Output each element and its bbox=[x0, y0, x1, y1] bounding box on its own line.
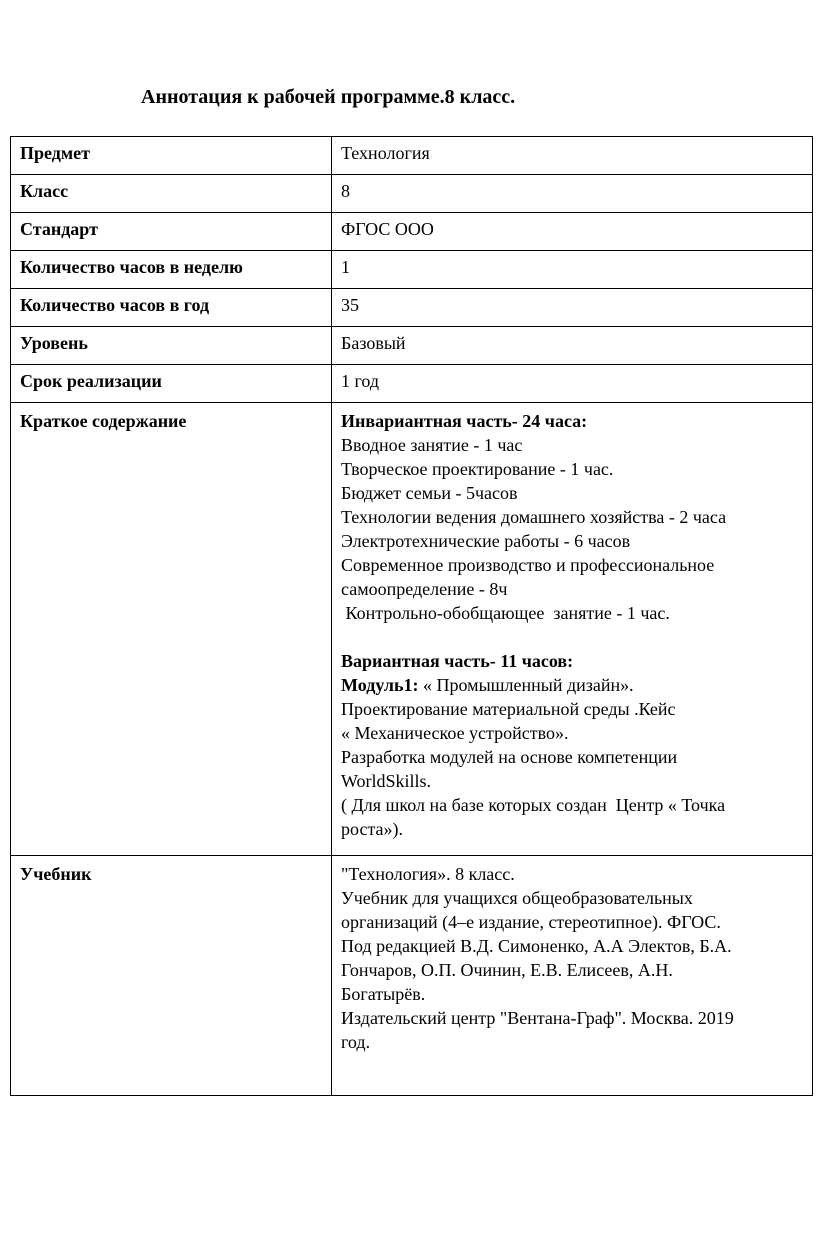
level-value: Базовый bbox=[332, 327, 813, 365]
table-row-level bbox=[11, 327, 813, 365]
duration-label: Срок реализации bbox=[11, 365, 332, 403]
invariant-item: Творческое проектирование - 1 час. bbox=[341, 459, 614, 479]
grade-value: 8 bbox=[332, 175, 813, 213]
annotation-table bbox=[10, 136, 813, 1096]
module-line bbox=[341, 673, 804, 697]
textbook-line: организаций (4–е издание, стереотипное). ФГОС. bbox=[341, 912, 721, 932]
textbook-value bbox=[332, 856, 813, 1096]
hours-week-value: 1 bbox=[332, 251, 813, 289]
table-row-standard bbox=[11, 213, 813, 251]
variant-item: Проектирование материальной среды .Кейс bbox=[341, 699, 676, 719]
table-row-duration bbox=[11, 365, 813, 403]
variant-item: WorldSkills. bbox=[341, 771, 432, 791]
variant-item: « Механическое устройство». bbox=[341, 723, 569, 743]
hours-year-value: 35 bbox=[332, 289, 813, 327]
table-row-grade bbox=[11, 175, 813, 213]
variant-heading: Вариантная часть- 11 часов: bbox=[341, 651, 574, 671]
invariant-item: Электротехнические работы - 6 часов bbox=[341, 531, 631, 551]
duration-value: 1 год bbox=[332, 365, 813, 403]
textbook-line: Гончаров, О.П. Очинин, Е.В. Елисеев, А.Н. bbox=[341, 960, 673, 980]
standard-label: Стандарт bbox=[11, 213, 332, 251]
module-title: « Промышленный дизайн». bbox=[418, 675, 634, 695]
textbook-line: Издательский центр "Вентана-Граф". Москва. 2019 bbox=[341, 1008, 734, 1028]
section-spacer bbox=[341, 625, 804, 649]
invariant-item: Контрольно-обобщающее занятие - 1 час. bbox=[341, 603, 670, 623]
table-row-hours-year bbox=[11, 289, 813, 327]
textbook-line: Богатырёв. bbox=[341, 984, 426, 1004]
table-row-textbook bbox=[11, 856, 813, 1096]
grade-label: Класс bbox=[11, 175, 332, 213]
variant-item: Разработка модулей на основе компетенции bbox=[341, 747, 678, 767]
textbook-line: Под редакцией В.Д. Симоненко, А.А Электов, Б.А. bbox=[341, 936, 732, 956]
invariant-item: Вводное занятие - 1 час bbox=[341, 435, 523, 455]
module-label: Модуль1: bbox=[341, 675, 419, 695]
invariant-item: Бюджет семьи - 5часов bbox=[341, 483, 518, 503]
variant-item: роста»). bbox=[341, 819, 404, 839]
textbook-label: Учебник bbox=[11, 856, 332, 1096]
content-label: Краткое содержание bbox=[11, 403, 332, 856]
table-row-content bbox=[11, 403, 813, 856]
table-row-subject bbox=[11, 137, 813, 175]
textbook-line: "Технология». 8 класс. bbox=[341, 864, 515, 884]
invariant-item: Современное производство и профессиональное bbox=[341, 555, 715, 575]
variant-item: ( Для школ на базе которых создан Центр « Точка bbox=[341, 795, 726, 815]
level-label: Уровень bbox=[11, 327, 332, 365]
table-row-hours-week bbox=[11, 251, 813, 289]
textbook-line: год. bbox=[341, 1032, 371, 1052]
hours-year-label: Количество часов в год bbox=[11, 289, 332, 327]
invariant-item: самоопределение - 8ч bbox=[341, 579, 508, 599]
standard-value: ФГОС ООО bbox=[332, 213, 813, 251]
hours-week-label: Количество часов в неделю bbox=[11, 251, 332, 289]
invariant-heading: Инвариантная часть- 24 часа: bbox=[341, 411, 588, 431]
content-value bbox=[332, 403, 813, 856]
invariant-item: Технологии ведения домашнего хозяйства - 2 часа bbox=[341, 507, 727, 527]
textbook-line: Учебник для учащихся общеобразовательных bbox=[341, 888, 693, 908]
subject-label: Предмет bbox=[11, 137, 332, 175]
subject-value: Технология bbox=[332, 137, 813, 175]
document-title: Аннотация к рабочей программе.8 класс. bbox=[141, 86, 516, 108]
